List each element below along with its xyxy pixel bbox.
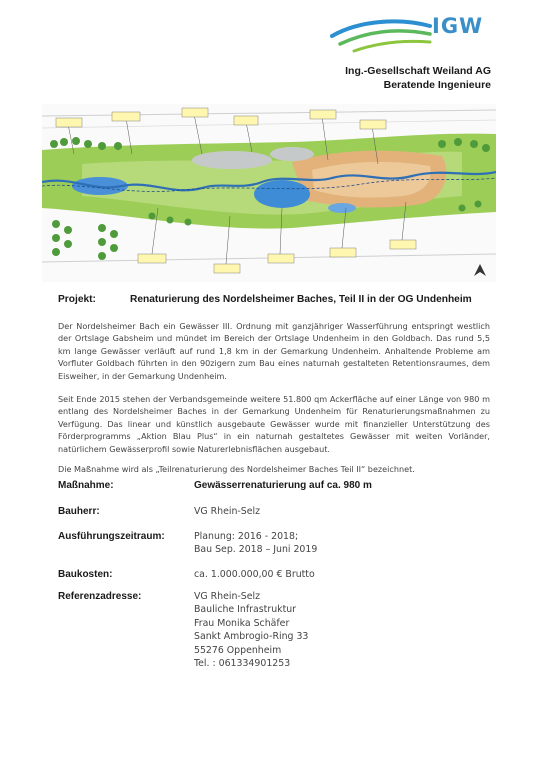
detail-line: Planung: 2016 - 2018; bbox=[194, 531, 299, 542]
detail-line: Bauliche Infrastruktur bbox=[194, 604, 297, 616]
company-subtitle: Beratende Ingenieure bbox=[383, 78, 491, 91]
logo-wordmark: IGW bbox=[432, 14, 484, 38]
detail-key: Baukosten: bbox=[58, 569, 113, 580]
paragraph-intro: Der Nordelsheimer Bach ein Gewässer III. Ordnung mit ganzjähriger Wasserführung entspringt westlich der Ortslage Gabsheim und mündet im Bereich der Ortslage Undenheim in den Goldbach. Das rund 5,5 km lange Gewässer verläuft auf rund 1,8 km in der Gemarkung Undenheim. Anhaltende Probleme am Vorfluter Goldbach führten in den 90zigern zum Bau eines naturnah gestalteten Retentionsraumes, dem Eisweiher, in der Gemarkung Undenheim. bbox=[58, 321, 490, 381]
detail-line: Tel. : 061334901253 bbox=[194, 658, 291, 670]
detail-line: Sankt Ambrogio-Ring 33 bbox=[194, 631, 309, 643]
detail-value bbox=[194, 568, 494, 581]
detail-line: VG Rhein-Selz bbox=[194, 506, 261, 517]
detail-key: Referenzadresse: bbox=[58, 591, 142, 602]
site-plan-drawing bbox=[42, 104, 496, 282]
detail-value bbox=[194, 590, 494, 670]
detail-value bbox=[194, 530, 494, 557]
detail-value bbox=[194, 479, 494, 492]
paragraph-designation: Die Maßnahme wird als „Teilrenaturierung des Nordelsheimer Baches Teil II“ bezeichnet. bbox=[58, 464, 415, 474]
project-heading bbox=[58, 294, 498, 305]
detail-value bbox=[194, 505, 494, 518]
detail-line: Frau Monika Schäfer bbox=[194, 617, 290, 629]
detail-line: ca. 1.000.000,00 € Brutto bbox=[194, 569, 315, 580]
company-name: Ing.-Gesellschaft Weiland AG bbox=[345, 65, 491, 77]
detail-line: VG Rhein-Selz bbox=[194, 591, 261, 602]
detail-key: Maßnahme: bbox=[58, 480, 114, 491]
detail-line: Gewässerrenaturierung auf ca. 980 m bbox=[194, 480, 372, 491]
detail-key: Ausführungszeitraum: bbox=[58, 531, 165, 542]
project-title: Renaturierung des Nordelsheimer Baches, Teil II in der OG Undenheim bbox=[130, 294, 472, 305]
detail-key: Bauherr: bbox=[58, 506, 100, 517]
project-label: Projekt: bbox=[58, 294, 96, 305]
company-block bbox=[345, 65, 491, 92]
detail-line: 55276 Oppenheim bbox=[194, 644, 282, 656]
detail-line: Bau Sep. 2018 – Juni 2019 bbox=[194, 544, 318, 556]
paragraph-details: Seit Ende 2015 stehen der Verbandsgemeinde weitere 51.800 qm Ackerfläche auf einer Länge von 980 m entlang des Nordelsheimer Baches in der Gemarkung Undenheim für Renaturierungsmaßnahmen zu Verfügung. Das linear und künstlich ausgebaute Gewässer wurde mit finanzieller Unterstützung des Förderprogramms „Aktion Blau Plus“ in ein naturnah gestaltetes Gewässer mit weiten Vorländer, natürlichem Gewässerprofil sowie Naturerlebnisflächen ausgebaut. bbox=[58, 394, 490, 454]
